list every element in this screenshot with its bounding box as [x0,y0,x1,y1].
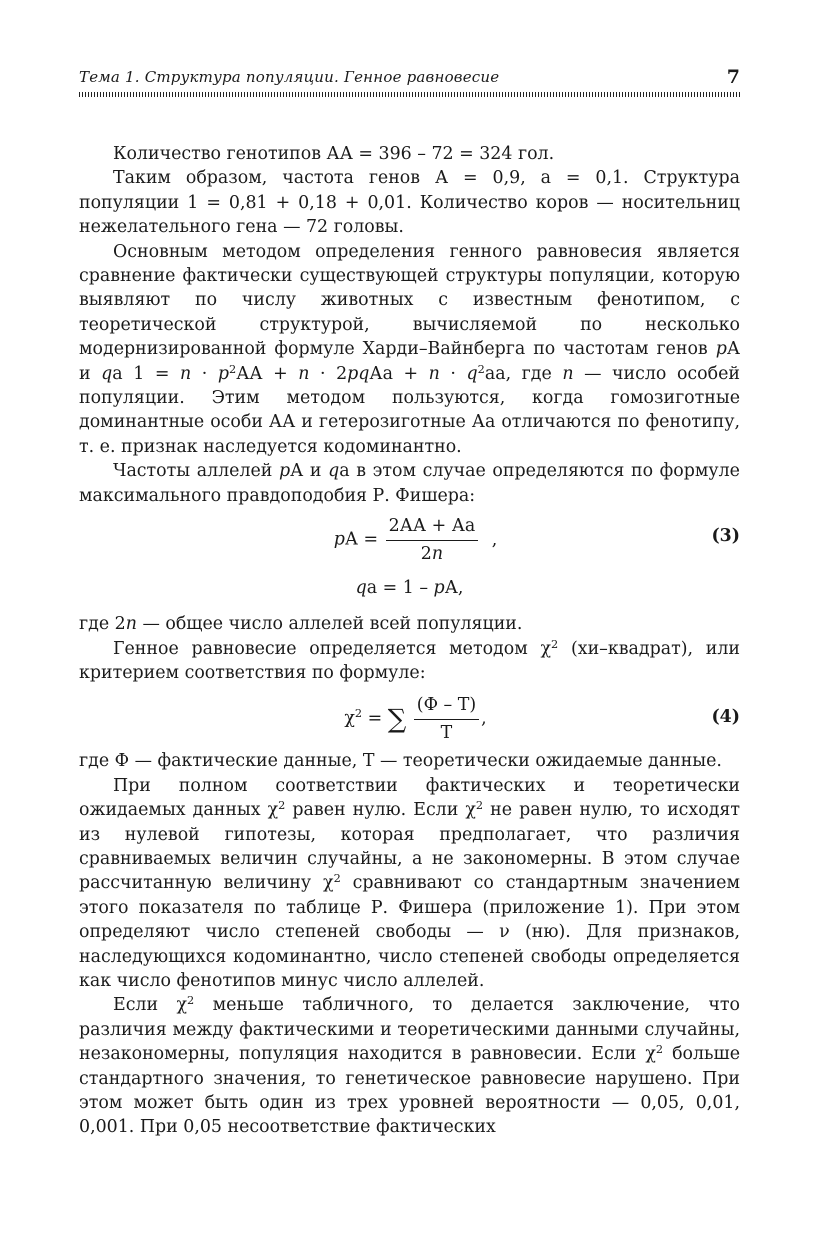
running-header [79,62,740,90]
chapter-title: Тема 1. Структура популяции. Генное равновесие [79,68,500,86]
paragraph: Таким образом, частота генов А = 0,9, а = 0,1. Структура популяции 1 = 0,81 + 0,18 + 0,01. Количество коров — носительниц нежелательного гена — 72 головы. [79,168,740,238]
equation-number: (4) [711,707,740,728]
paragraph: где 2n — общее число аллелей всей популяции. [79,614,523,635]
paragraph: Основным методом определения генного равновесия является сравнение фактически существующей структуры популяции, которую выявляют по числу животных с известным фенотипом, с теоретической структурой, вычисляемой по несколько модернизированной формуле Харди–Вайнберга по частотам генов pА и qа $1 = n \cdot p^2АА + n$ · 2pqАа + $n \cdot q^2аа$, где n — число особей популяции. Этим методом пользуются, когда гомозиготные доминантные особи АА и гетерозиготные Аа отличаются по фенотипу, т. е. признак наследуется кодоминантно. [79,241,740,457]
fraction: $\frac{2АА + Аа}{2n}$ [386,514,479,566]
paragraph: где Ф — фактические данные, Т — теоретически ожидаемые данные. [79,751,722,772]
book-page [79,62,740,1140]
header-rule [79,92,740,97]
paragraph: Частоты аллелей pА и qа в этом случае определяются по формуле максимального правдоподобия Р. Фишера: [79,461,740,506]
body-text [79,142,740,1140]
formula-qa: qа = 1 – pА, [355,578,464,599]
page-number: 7 [726,66,740,88]
paragraph: Если $\chi^2$ меньше табличного, то делается заключение, что различия между фактическими и теоретическими данными случайны, незакономерны, популяция находится в равновесии. Если $\chi^2$ больше стандартного значения, то генетическое равновесие нарушено. При этом может быть один из трех уровней вероятности — 0,05, 0,01, 0,001. При 0,05 несоответствие фактических [79,994,740,1138]
formula-4: $\chi^2$ = ∑ $\frac{(Ф - Т)}{Т}$ , (4) [79,685,740,749]
paragraph: Количество генотипов АА = 396 – 72 = 324 гол. [113,144,555,164]
formula-3: pА = $\frac{2АА + Аа}{2n}$ , (3) [79,508,740,564]
paragraph: При полном соответствии фактических и теоретически ожидаемых данных $\chi^2$ равен нулю. Если $\chi^2$ не равен нулю, то исходят из нулевой гипотезы, которая предполагает, что различия сравниваемых величин случайны, а не закономерны. В этом случае рассчитанную величину $\chi^2$ сравнивают со стандартным значением этого показателя по таблице Р. Фишера (приложение 1). При этом определяют число степеней свободы — ν (ню). Для признаков, наследующихся кодоминантно, число степеней свободы определяется как число фенотипов минус число аллелей. [79,775,740,991]
hardy-weinberg-formula: $1 = n \cdot p^2АА + n$ · 2pqАа + $n \cdot q^2аа$, где n [133,362,574,384]
fraction: $\frac{(Ф - Т)}{Т}$ [414,693,479,745]
equation-number: (3) [711,526,740,547]
paragraph: Генное равновесие определяется методом $\chi^2$ (хи–квадрат), или критерием соответствия по формуле: [79,637,740,683]
